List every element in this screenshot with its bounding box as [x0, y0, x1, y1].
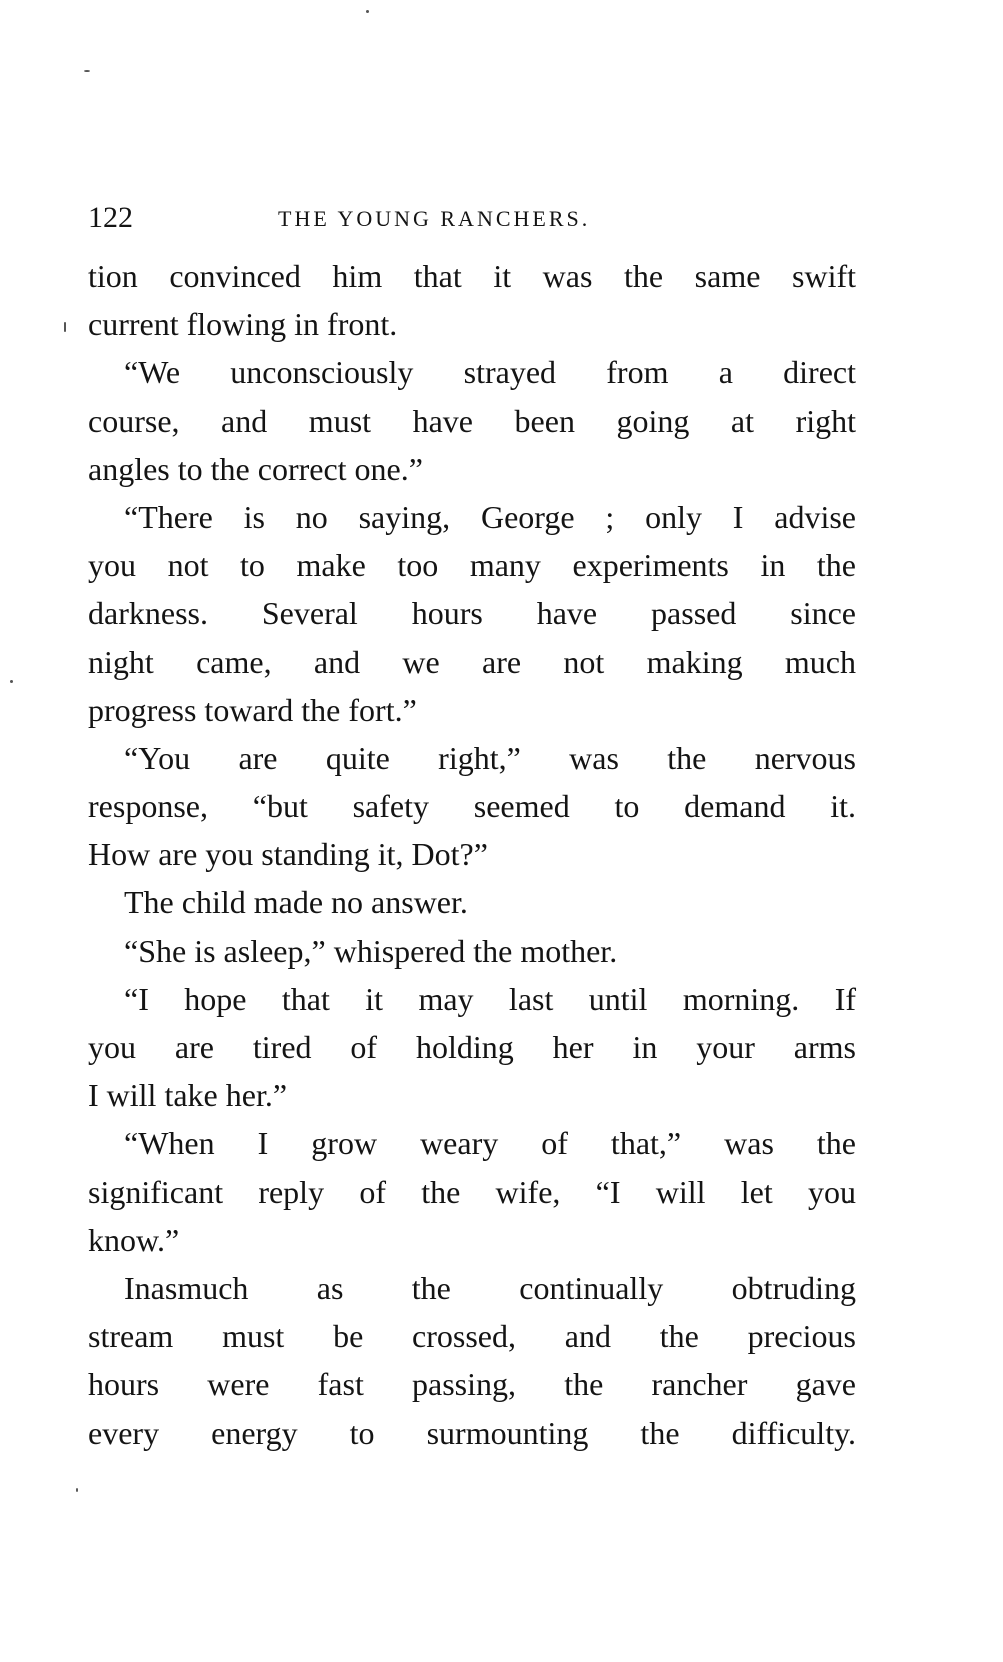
speck — [76, 1488, 78, 1492]
text-line: “She is asleep,” whispered the mother. — [124, 932, 618, 969]
text-line: angles to the correct one.” — [88, 450, 423, 487]
running-title: THE YOUNG RANCHERS. — [278, 206, 591, 231]
text-line: hours were fast passing, the rancher gave — [88, 1366, 856, 1403]
text-line: current flowing in front. — [88, 306, 398, 343]
text-line: “I hope that it may last until morning. If — [124, 980, 856, 1017]
text-line: tion convinced him that it was the same swift — [88, 258, 856, 294]
text-line: How are you standing it, Dot?” — [88, 836, 488, 873]
text-line: every energy to surmounting the difficulty. — [88, 1414, 856, 1451]
text-line: The child made no answer. — [124, 884, 468, 921]
text-line: stream must be crossed, and the precious — [88, 1318, 856, 1355]
text-line: progress toward the fort.” — [88, 691, 417, 728]
text-line: “We unconsciously strayed from a direct — [124, 354, 856, 391]
speck — [10, 680, 13, 683]
text-line: night came, and we are not making much — [88, 643, 856, 680]
speck — [64, 322, 66, 332]
page-header — [88, 200, 858, 236]
body-text — [88, 252, 856, 1457]
speck — [84, 70, 90, 72]
speck — [366, 10, 369, 13]
text-line: “There is no saying, George ; only I advise — [124, 498, 856, 535]
text-line: significant reply of the wife, “I will let you — [88, 1173, 856, 1210]
text-line: “You are quite right,” was the nervous — [124, 739, 856, 776]
text-line: know.” — [88, 1221, 180, 1258]
text-line: you not to make too many experiments in the — [88, 547, 856, 584]
text-line: I will take her.” — [88, 1077, 288, 1114]
text-line: you are tired of holding her in your arms — [88, 1029, 856, 1065]
text-line: darkness. Several hours have passed since — [88, 595, 856, 632]
page-number: 122 — [88, 201, 133, 234]
text-line: Inasmuch as the continually obtruding — [124, 1269, 856, 1306]
text-line: response, “but safety seemed to demand it. — [88, 788, 856, 825]
text-line: “When I grow weary of that,” was the — [124, 1125, 856, 1162]
text-line: course, and must have been going at right — [88, 402, 856, 439]
